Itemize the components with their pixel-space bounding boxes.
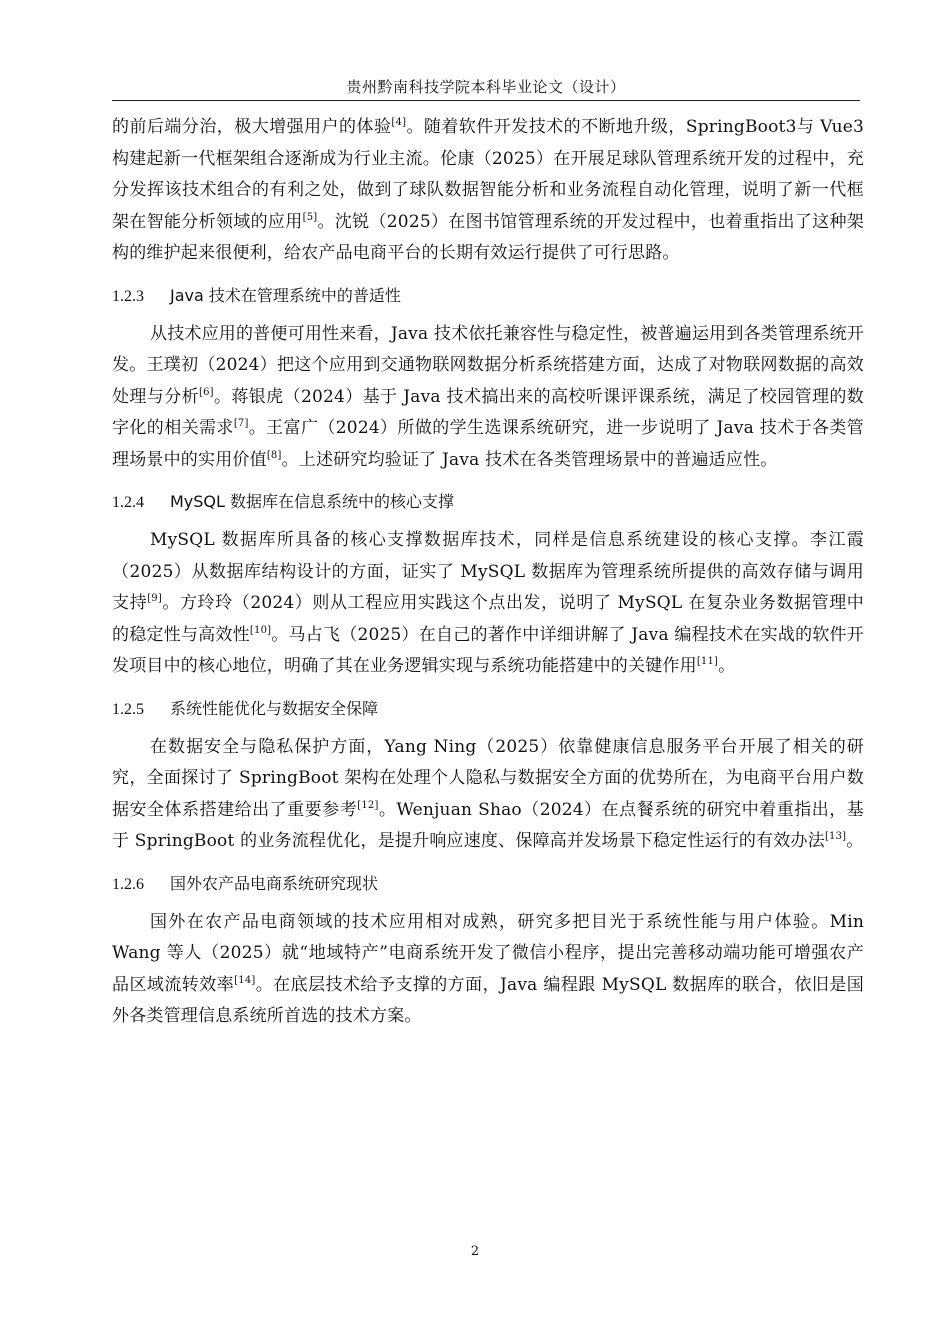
paragraph-text: 从技术应用的普便可用性来看，Java 技术依托兼容性与稳定性，被普遍运用到各类管理系统开发。王璞初（2024）把这个应用到交通物联网数据分析系统搭建方面，达成了对物联网数据的高效处理与分析 — [112, 323, 864, 407]
paragraph-text: 。王富广（2024）所做的学生选课系统研究，进一步说明了 Java 技术于各类管理场景中的实用价值 — [112, 418, 864, 470]
paragraph-text: MySQL 数据库所具备的核心支撑数据库技术，同样是信息系统建设的核心支撑。李江霞（2025）从数据库结构设计的方面，证实了 MySQL 数据库为管理系统所提供的高效存储与调用支持 — [112, 530, 864, 613]
paragraph-framework — [112, 112, 864, 270]
section-heading-1-2-6 — [112, 872, 864, 897]
paragraph-text: 的前后端分治，极大增强用户的体验 — [112, 117, 392, 137]
paragraph-mysql — [112, 525, 864, 683]
paragraph-text: 。随着软件开发技术的不断地升级，SpringBoot3与 Vue3 构建起新一代框架组合逐渐成为行业主流。伦康（2025）在开展足球队管理系统开发的过程中，充分发挥该技术组合的有利之处，做到了球队数据智能分析和业务流程自动化管理，说明了新一代框架在智能分析领域的应用 — [112, 117, 864, 232]
section-title: 系统性能优化与数据安全保障 — [170, 698, 379, 718]
paragraph-text: 。在底层技术给予支撑的方面，Java 编程跟 MySQL 数据库的联合，依旧是国外各类管理信息系统所首选的技术方案。 — [112, 974, 864, 1026]
paragraph-foreign — [112, 907, 864, 1033]
body-content — [112, 112, 864, 1033]
citation-ref: [11] — [696, 656, 719, 667]
paragraph-text: 。上述研究均验证了 Java 技术在各类管理场景中的普遍适应性。 — [281, 449, 778, 470]
section-number: 1.2.6 — [112, 875, 144, 893]
paragraph-text: 。 — [718, 656, 736, 676]
section-number: 1.2.4 — [112, 494, 144, 511]
citation-ref: [6] — [199, 386, 214, 398]
citation-ref: [4] — [391, 117, 407, 128]
citation-ref: [13] — [824, 831, 847, 842]
page-header — [112, 74, 860, 101]
paragraph-text: 。蒋银虎（2024）基于 Java 技术搞出来的高校听课评课系统，满足了校园管理的数字化的相关需求 — [112, 386, 864, 438]
paragraph-text: 。 — [846, 831, 864, 851]
citation-ref: [14] — [234, 974, 256, 986]
page-number: 2 — [470, 1244, 480, 1259]
paragraph-text: 国外在农产品电商领域的技术应用相对成熟，研究多把目光于系统性能与用户体验。Min Wang 等人（2025）就“地域特产”电商系统开发了微信小程序，提出完善移动端功能可增强农产品区域流转效率 — [112, 911, 864, 995]
paragraph-text: 。沈锐（2025）在图书馆管理系统的开发过程中，也着重指出了这种架构的维护起来很便利，给农产品电商平台的长期有效运行提供了可行思路。 — [112, 211, 864, 263]
citation-ref: [7] — [233, 418, 249, 429]
paragraph-text: 在数据安全与隐私保护方面，Yang Ning（2025）依靠健康信息服务平台开展了相关的研究，全面探讨了 SpringBoot 架构在处理个人隐私与数据安全方面的优势所在，为电商平台用户数据安全体系搭建给出了重要参考 — [112, 736, 864, 820]
section-title: 国外农产品电商系统研究现状 — [170, 873, 379, 893]
paragraph-security — [112, 732, 864, 858]
section-title: Java 技术在管理系统中的普适性 — [170, 285, 401, 305]
paragraph-java — [112, 319, 864, 477]
citation-ref: [8] — [266, 449, 282, 461]
section-heading-1-2-3 — [112, 284, 864, 309]
section-number: 1.2.3 — [112, 287, 144, 305]
paragraph-text: 。马占飞（2025）在自己的著作中详细讲解了 Java 编程技术在实战的软件开发项目中的核心地位，明确了其在业务逻辑实现与系统功能搭建中的关键作用 — [112, 624, 864, 676]
section-heading-1-2-5 — [112, 697, 864, 722]
paragraph-text: 。方玲玲（2024）则从工程应用实践这个点出发，说明了 MySQL 在复杂业务数据管理中的稳定性与高效性 — [112, 593, 864, 645]
header-title: 贵州黔南科技学院本科毕业论文（设计） — [346, 78, 626, 96]
citation-ref: [12] — [357, 799, 379, 811]
section-title: MySQL 数据库在信息系统中的核心支撑 — [170, 492, 455, 511]
paragraph-text: 。Wenjuan Shao（2024）在点餐系统的研究中着重指出，基于 SpringBoot 的业务流程优化，是提升响应速度、保障高并发场景下稳定性运行的有效办法 — [112, 799, 864, 851]
citation-ref: [10] — [249, 624, 272, 636]
section-heading-1-2-4 — [112, 490, 864, 515]
section-number: 1.2.5 — [112, 700, 144, 718]
citation-ref: [5] — [302, 211, 318, 223]
citation-ref: [9] — [147, 593, 162, 604]
